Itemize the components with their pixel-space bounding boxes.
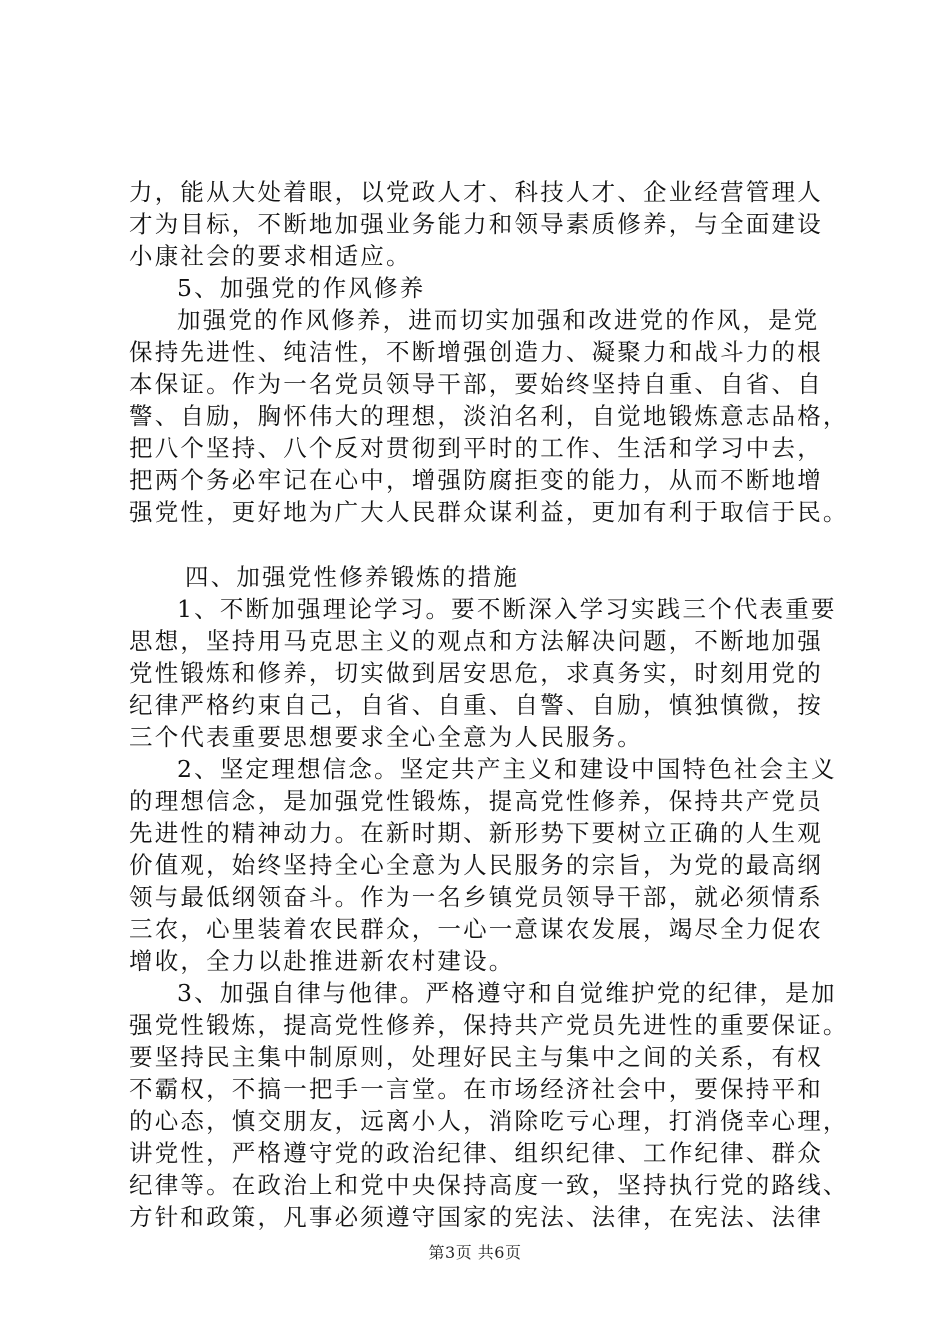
- paragraph-first-line: 加强党的作风修养，进而切实加强和改进党的作风，是党: [177, 306, 820, 334]
- item-2-first-line: 2、坚定理想信念。坚定共产主义和建设中国特色社会主义: [177, 755, 837, 783]
- section-heading-4: 四、加强党性修养锻炼的措施: [185, 563, 520, 591]
- document-body: [129, 176, 849, 1233]
- body-line: 小康社会的要求相适应。: [129, 242, 412, 270]
- body-line: 力，能从大处着眼，以党政人才、科技人才、企业经营管理人: [129, 178, 823, 206]
- body-line: 把两个务必牢记在心中，增强防腐拒变的能力，从而不断地增: [129, 466, 823, 494]
- body-line: 的理想信念，是加强党性锻炼，提高党性修养，保持共产党员: [129, 787, 823, 815]
- body-line: 本保证。作为一名党员领导干部，要始终坚持自重、自省、自: [129, 370, 823, 398]
- body-line: 强党性锻炼，提高党性修养，保持共产党员先进性的重要保证。: [129, 1011, 849, 1039]
- body-line: 先进性的精神动力。在新时期、新形势下要树立正确的人生观: [129, 819, 823, 847]
- body-line: 增收，全力以赴推进新农村建设。: [129, 947, 515, 975]
- body-line: 三农，心里装着农民群众，一心一意谋农发展，竭尽全力促农: [129, 915, 823, 943]
- body-line: 的心态，慎交朋友，远离小人，消除吃亏心理，打消侥幸心理，: [129, 1107, 849, 1135]
- body-line: 不霸权，不搞一把手一言堂。在市场经济社会中，要保持平和: [129, 1075, 823, 1103]
- body-line: 强党性，更好地为广大人民群众谋利益，更加有利于取信于民。: [129, 498, 849, 526]
- body-line: 思想，坚持用马克思主义的观点和方法解决问题，不断地加强: [129, 627, 823, 655]
- body-line: 保持先进性、纯洁性，不断增强创造力、凝聚力和战斗力的根: [129, 338, 823, 366]
- body-line: 领与最低纲领奋斗。作为一名乡镇党员领导干部，就必须情系: [129, 883, 823, 911]
- page-number-footer: 第3页 共6页: [428, 1243, 522, 1262]
- body-line: 要坚持民主集中制原则，处理好民主与集中之间的关系，有权: [129, 1043, 823, 1071]
- body-line: 纪律严格约束自己，自省、自重、自警、自励，慎独慎微，按: [129, 691, 823, 719]
- item-3-first-line: 3、加强自律与他律。严格遵守和自觉维护党的纪律，是加: [177, 979, 837, 1007]
- body-line: 方针和政策，凡事必须遵守国家的宪法、法律，在宪法、法律: [129, 1203, 823, 1231]
- body-line: 讲党性，严格遵守党的政治纪律、组织纪律、工作纪律、群众: [129, 1139, 823, 1167]
- body-line: 价值观，始终坚持全心全意为人民服务的宗旨，为党的最高纲: [129, 851, 823, 879]
- item-1-first-line: 1、不断加强理论学习。要不断深入学习实践三个代表重要: [177, 595, 837, 623]
- body-line: 三个代表重要思想要求全心全意为人民服务。: [129, 723, 643, 751]
- body-line: 把八个坚持、八个反对贯彻到平时的工作、生活和学习中去，: [129, 434, 823, 462]
- body-line: 警、自励，胸怀伟大的理想，淡泊名利，自觉地锻炼意志品格，: [129, 402, 849, 430]
- body-line: 才为目标，不断地加强业务能力和领导素质修养，与全面建设: [129, 210, 823, 238]
- paragraph-gap: [129, 528, 839, 561]
- subheading-5: 5、加强党的作风修养: [177, 274, 426, 302]
- body-line: 纪律等。在政治上和党中央保持高度一致，坚持执行党的路线、: [129, 1171, 849, 1199]
- body-line: 党性锻炼和修养，切实做到居安思危，求真务实，时刻用党的: [129, 659, 823, 687]
